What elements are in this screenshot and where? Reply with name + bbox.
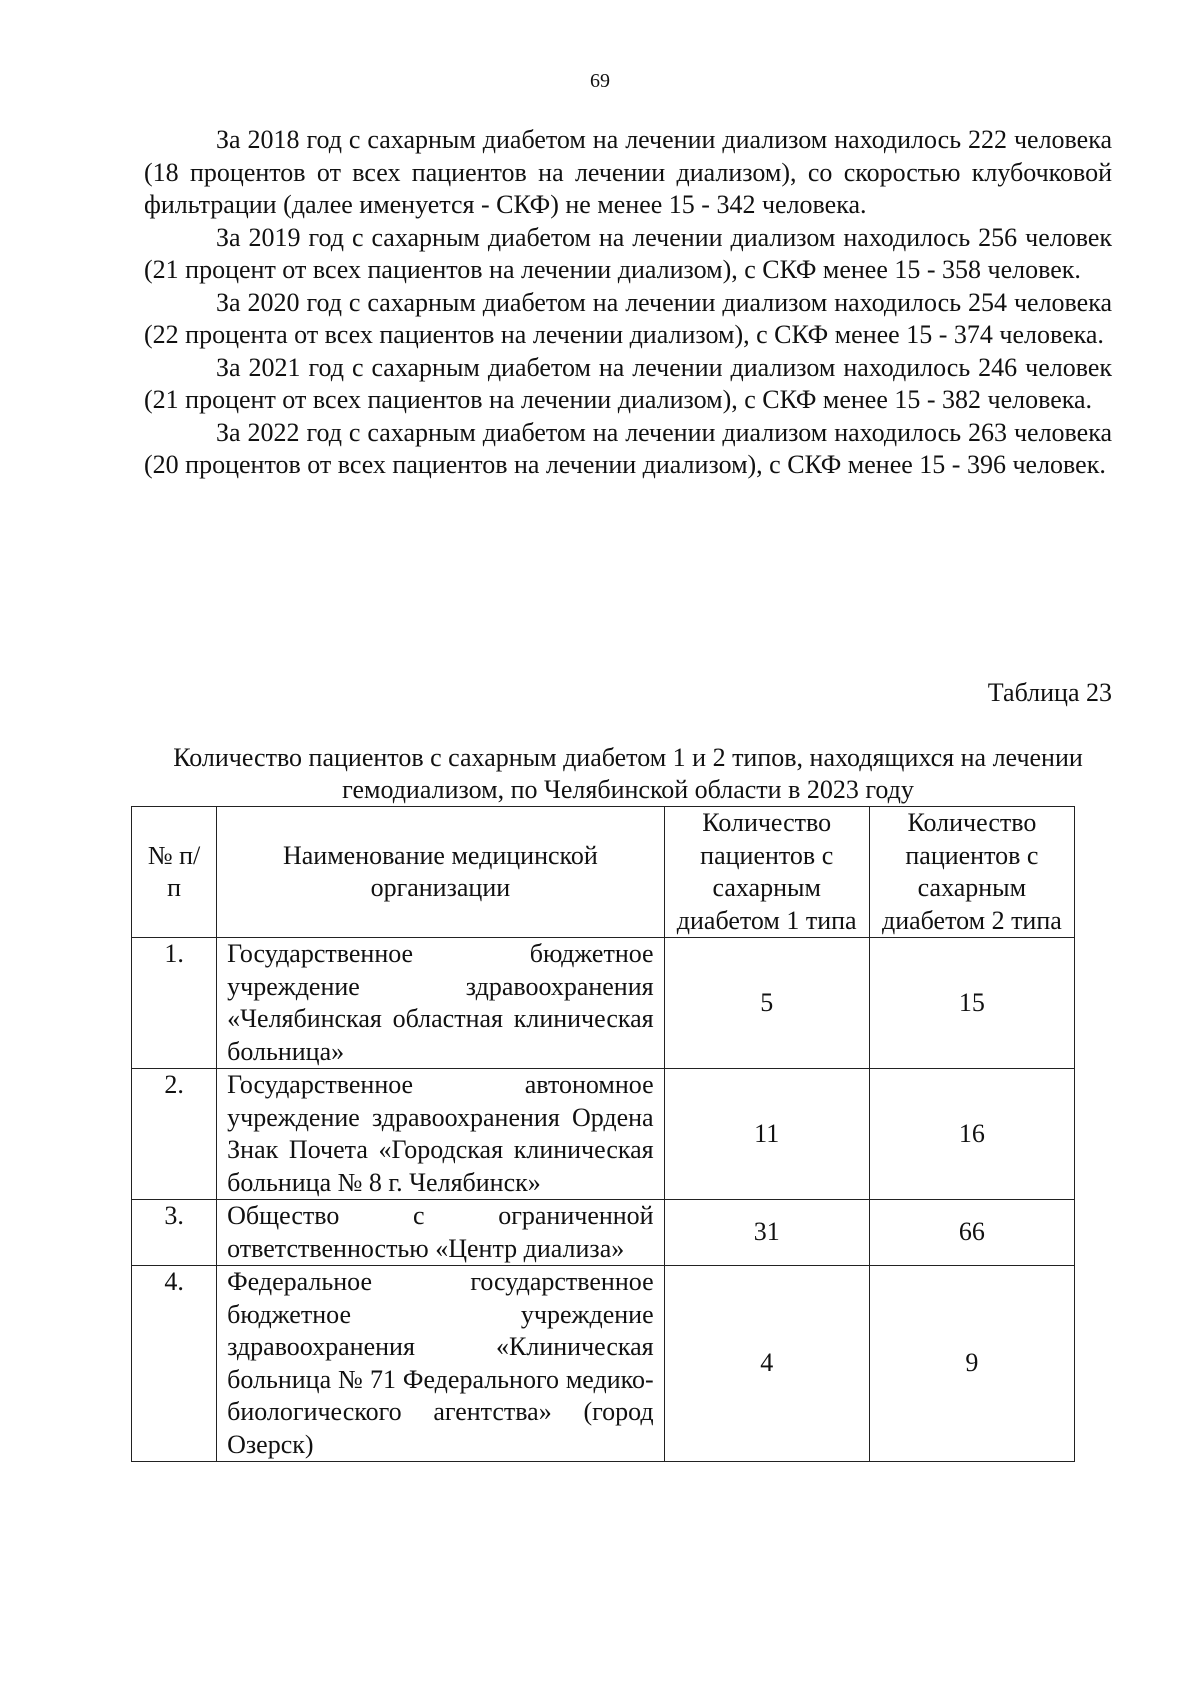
table-title: Количество пациентов с сахарным диабетом 1 и 2 типов, находящихся на лечении гемодиализом, по Челябинской области в 2023 году xyxy=(173,743,1083,804)
row-num: 3. xyxy=(132,1200,217,1266)
table-row xyxy=(132,1069,1075,1200)
page-number: 69 xyxy=(590,70,610,92)
table-row xyxy=(132,938,1075,1069)
row-type2: 9 xyxy=(869,1266,1074,1462)
row-num: 1. xyxy=(132,938,217,1069)
header-type2: Количество пациентов с сахарным диабетом 2 типа xyxy=(869,807,1074,938)
row-org: Государственное бюджетное учреждение здравоохранения «Челябинская областная клиническая больница» xyxy=(217,938,664,1069)
table-row xyxy=(132,1200,1075,1266)
row-type2: 15 xyxy=(869,938,1074,1069)
row-type1: 11 xyxy=(664,1069,869,1200)
row-num: 4. xyxy=(132,1266,217,1462)
paragraph-2019: За 2019 год с сахарным диабетом на лечении диализом находилось 256 человек (21 процент от всех пациентов на лечении диализом), с СКФ менее 15 - 358 человек. xyxy=(144,222,1112,284)
row-org: Федеральное государственное бюджетное учреждение здравоохранения «Клиническая больница № 71 Федерального медико-биологического агентства» (город Озерск) xyxy=(217,1266,664,1462)
row-type1: 5 xyxy=(664,938,869,1069)
row-type1: 31 xyxy=(664,1200,869,1266)
row-type2: 66 xyxy=(869,1200,1074,1266)
paragraph-2022: За 2022 год с сахарным диабетом на лечении диализом находилось 263 человека (20 процентов от всех пациентов на лечении диализом), с СКФ менее 15 - 396 человек. xyxy=(144,417,1112,479)
row-type2: 16 xyxy=(869,1069,1074,1200)
header-num: № п/п xyxy=(132,807,217,938)
row-org: Общество с ограниченной ответственностью «Центр диализа» xyxy=(217,1200,664,1266)
patients-table xyxy=(131,806,1075,1462)
paragraph-2021: За 2021 год с сахарным диабетом на лечении диализом находилось 246 человек (21 процент от всех пациентов на лечении диализом), с СКФ менее 15 - 382 человека. xyxy=(144,352,1112,414)
header-type1: Количество пациентов с сахарным диабетом 1 типа xyxy=(664,807,869,938)
body-text xyxy=(144,124,1112,482)
paragraph-2018: За 2018 год с сахарным диабетом на лечении диализом находилось 222 человека (18 процентов от всех пациентов на лечении диализом), со скоростью клубочковой фильтрации (далее именуется - СКФ) не менее 15 - 342 человека. xyxy=(144,125,1112,219)
row-type1: 4 xyxy=(664,1266,869,1462)
paragraph-2020: За 2020 год с сахарным диабетом на лечении диализом находилось 254 человека (22 процента от всех пациентов на лечении диализом), с СКФ менее 15 - 374 человека. xyxy=(144,287,1112,349)
row-org: Государственное автономное учреждение здравоохранения Ордена Знак Почета «Городская клиническая больница № 8 г. Челябинск» xyxy=(217,1069,664,1200)
row-num: 2. xyxy=(132,1069,217,1200)
table-label: Таблица 23 xyxy=(987,678,1112,707)
table-header-row xyxy=(132,807,1075,938)
header-org: Наименование медицинской организации xyxy=(217,807,664,938)
table-row xyxy=(132,1266,1075,1462)
